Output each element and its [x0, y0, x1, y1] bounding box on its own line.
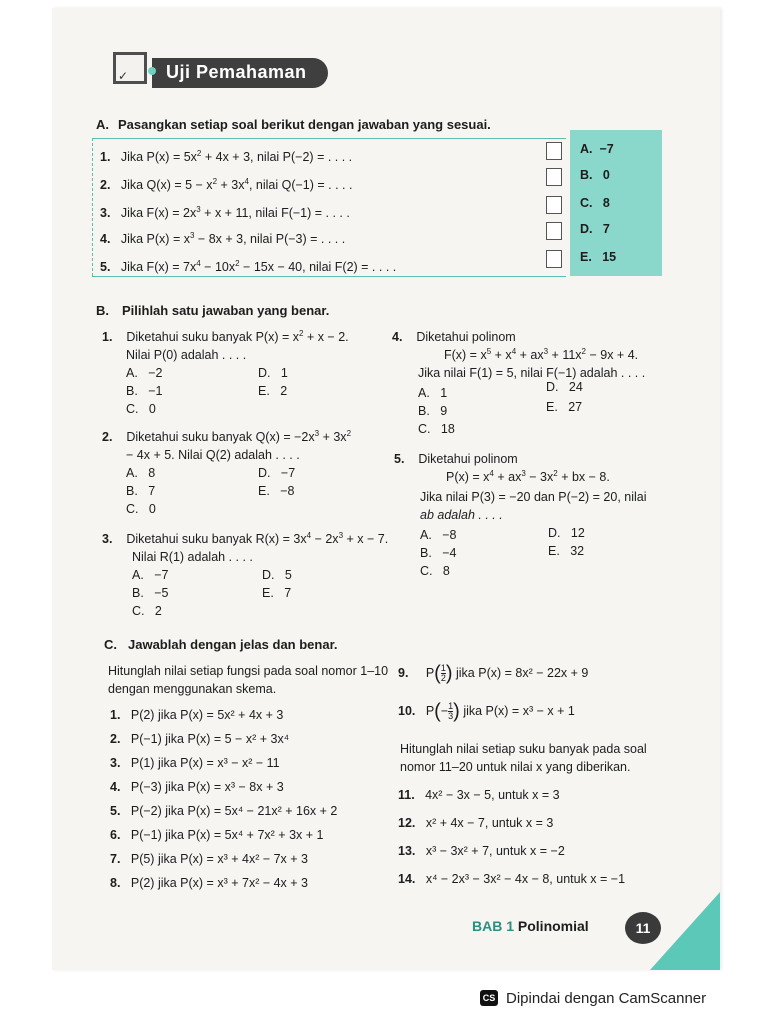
c-q-text: jika P(x) = 8x² − 22x + 9 — [456, 665, 589, 680]
b-q4-opt-d[interactable] — [546, 380, 583, 394]
answer-letter: D. — [580, 222, 593, 236]
b-q2-line1: 2. Diketahui suku banyak $Q(x) = -2x^3 + 3x^2$ — [102, 429, 352, 444]
opt-letter: E. — [258, 384, 270, 398]
opt-value: 8 — [442, 564, 450, 578]
b-q4-line2: $F(x) = x^5 + x^4 + ax^3 + 11x^2 - 9x + 4$. — [444, 347, 639, 362]
opt-value: 27 — [568, 400, 583, 414]
c-item-text: x³ − 3x² + 7, untuk x = −2 — [425, 844, 565, 858]
opt-value: −7 — [154, 568, 169, 582]
a-item-text: Jika P(x) = x — [120, 232, 190, 246]
chapter-label — [472, 918, 589, 934]
c-item-text: P(5) jika P(x) = x³ + 4x² − 7x + 3 — [130, 852, 309, 866]
c-item-num: 13. — [398, 844, 416, 858]
answer-letter: A. — [580, 142, 593, 156]
opt-letter: B. — [132, 586, 144, 600]
opt-value: 5 — [284, 568, 292, 582]
frac-numerator: 1 — [440, 663, 446, 673]
a-item-2: 2. Jika $Q(x) = 5 - x^2 + 3x^4$, nilai Q(−1) = . . . . — [100, 177, 353, 192]
c-q-func: P — [425, 665, 435, 680]
c-item-num: 12. — [398, 816, 416, 830]
opt-letter: E. — [262, 586, 274, 600]
section-title — [152, 58, 328, 88]
answer-c — [580, 196, 610, 210]
opt-letter: A. — [126, 466, 138, 480]
c-item — [110, 828, 323, 842]
opt-value: 18 — [440, 422, 455, 436]
b-q-num: 3. — [102, 532, 113, 546]
b-q2-opt-b[interactable] — [126, 484, 155, 498]
opt-value: −5 — [154, 586, 169, 600]
c-item-num: 6. — [110, 828, 121, 842]
b-q5-line3: Jika nilai P(3) = −20 dan P(−2) = 20, nilai — [420, 490, 647, 504]
b-q-text: + ax — [497, 470, 522, 484]
c-item-num: 7. — [110, 852, 121, 866]
opt-letter: C. — [418, 422, 431, 436]
b-q-text: + x − 7. — [346, 532, 389, 546]
opt-letter: B. — [418, 404, 430, 418]
opt-letter: D. — [258, 466, 271, 480]
b-q4-line3: Jika nilai F(1) = 5, nilai F(−1) adalah . . . . — [418, 366, 646, 380]
b-q2-opt-d[interactable] — [258, 466, 295, 480]
opt-value: 2 — [280, 384, 288, 398]
b-q2-opt-c[interactable] — [126, 502, 156, 516]
b-q-text: + 3x — [322, 430, 347, 444]
frac-denominator: 3 — [448, 711, 454, 721]
a-item-tail: − 8x + 3, nilai P(−3) = . . . . — [197, 232, 346, 246]
section-c-letter: C. — [104, 637, 117, 652]
c-item-num: 3. — [110, 756, 121, 770]
answer-value: −7 — [599, 142, 614, 156]
answer-value: 0 — [602, 168, 610, 182]
c-item-text: P(2) jika P(x) = x³ + 7x² − 4x + 3 — [130, 876, 309, 890]
answer-value: 15 — [602, 250, 617, 264]
opt-value: 0 — [148, 502, 156, 516]
c-item-num: 8. — [110, 876, 121, 890]
b-q-text: F(x) = x — [444, 348, 487, 362]
b-q3-line1: 3. Diketahui suku banyak $R(x) = 3x^4 - 2x^3 + x - 7$. — [102, 531, 389, 546]
section-c-heading: Jawablah dengan jelas dan benar. — [128, 637, 338, 652]
opt-letter: A. — [418, 386, 430, 400]
opt-value: −4 — [442, 546, 457, 560]
c-item-text: x² + 4x − 7, untuk x = 3 — [425, 816, 554, 830]
opt-letter: E. — [548, 544, 560, 558]
opt-letter: D. — [258, 366, 271, 380]
b-q-num: 4. — [392, 330, 403, 344]
b-q1-opt-d[interactable] — [258, 366, 288, 380]
a-item-num: 4. — [100, 232, 111, 246]
b-q5-opt-b[interactable] — [420, 546, 457, 560]
b-q2-opt-a[interactable] — [126, 466, 155, 480]
opt-letter: B. — [126, 484, 138, 498]
c-item — [398, 844, 565, 858]
opt-value: −8 — [280, 484, 295, 498]
answer-b — [580, 168, 610, 182]
opt-letter: C. — [420, 564, 433, 578]
match-box-2[interactable] — [546, 168, 562, 186]
answer-d — [580, 222, 610, 236]
answer-letter: C. — [580, 196, 593, 210]
match-box-1[interactable] — [546, 142, 562, 160]
a-item-text: Jika Q(x) = 5 − x — [120, 178, 213, 192]
b-q5-line2: $P(x) = x^4 + ax^3 - 3x^2$ + bx − 8. — [446, 469, 610, 484]
opt-value: −7 — [280, 466, 296, 480]
c-item — [110, 708, 283, 722]
checkbox-icon: ✓ — [113, 52, 147, 84]
opt-letter: D. — [546, 380, 559, 394]
b-q1-line1: 1. Diketahui suku banyak $P(x) = x^2 + x - 2$. — [102, 329, 349, 344]
b-q-text: − 2x — [314, 532, 339, 546]
frac-sign: − — [440, 703, 449, 718]
b-q-text: Diketahui suku banyak P(x) = x — [126, 330, 299, 344]
c-q10: 10. P(− $\frac{1}{3}$ ) jika P(x) = x³ − x + 1 — [398, 700, 575, 723]
opt-value: −2 — [148, 366, 163, 380]
c-item-text: x⁴ − 2x³ − 3x² − 4x − 8, untuk x = −1 — [425, 872, 626, 886]
c-intro-2: dengan menggunakan skema. — [108, 682, 277, 696]
answer-letter: B. — [580, 168, 593, 182]
c-item-text: P(−1) jika P(x) = 5 − x² + 3x⁴ — [130, 732, 290, 746]
opt-value: 32 — [570, 544, 585, 558]
b-q2-opt-e[interactable] — [258, 484, 295, 498]
a-item-tail: + 4x + 3, nilai P(−2) = . . . . — [204, 150, 353, 164]
b-q5-opt-a[interactable] — [420, 528, 457, 542]
opt-value: 12 — [570, 526, 585, 540]
opt-value: 7 — [284, 586, 292, 600]
scanner-watermark — [480, 986, 706, 1010]
a-item-num: 5. — [100, 260, 111, 274]
c-q-num: 9. — [398, 665, 409, 680]
b-q-text: Diketahui polinom — [418, 452, 518, 466]
b-q-text: + ax — [519, 348, 544, 362]
b-q3-line2: Nilai R(1) adalah . . . . — [132, 550, 253, 564]
b-q-text: − 3x — [529, 470, 554, 484]
opt-value: −8 — [442, 528, 457, 542]
c-item-num: 1. — [110, 708, 121, 722]
section-a-left-rule — [92, 138, 93, 276]
match-box-4[interactable] — [546, 222, 562, 240]
camscanner-logo-icon: CS — [480, 990, 498, 1006]
frac-denominator: 2 — [440, 673, 446, 683]
a-item-num: 1. — [100, 150, 111, 164]
b-q1-opt-a[interactable] — [126, 366, 163, 380]
a-item-4: 4. Jika $P(x) = x^3 - 8x + 3$, nilai P(−3) = . . . . — [100, 231, 346, 246]
a-item-3: 3. Jika $F(x) = 2x^3 + x + 11$, nilai F(−1) = . . . . — [100, 205, 350, 220]
c-item — [398, 872, 625, 886]
answer-letter: E. — [580, 250, 592, 264]
c-item-num: 4. — [110, 780, 121, 794]
opt-letter: A. — [132, 568, 144, 582]
b-q5-opt-c[interactable] — [420, 564, 450, 578]
b-q-text: Diketahui suku banyak R(x) = 3x — [126, 532, 307, 546]
opt-value: 1 — [440, 386, 448, 400]
c-item-text: P(−3) jika P(x) = x³ − 8x + 3 — [130, 780, 284, 794]
b-q-text: + 11x — [551, 348, 582, 362]
c-item-text: P(2) jika P(x) = 5x² + 4x + 3 — [130, 708, 284, 722]
c-item — [110, 756, 280, 770]
b-q2-line2: − 4x + 5. Nilai Q(2) adalah . . . . — [126, 448, 300, 462]
a-item-1: 1. Jika $P(x) = 5x^2 + 4x + 3$, nilai P(−2) = . . . . — [100, 149, 353, 164]
c-intro-3: Hitunglah nilai setiap suku banyak pada soal — [400, 742, 647, 756]
opt-letter: C. — [126, 502, 139, 516]
b-q3-opt-b[interactable] — [132, 586, 169, 600]
c-item — [110, 804, 337, 818]
opt-letter: B. — [420, 546, 432, 560]
a-item-text: Jika F(x) = 7x — [120, 260, 197, 274]
c-q-func: P — [425, 703, 435, 718]
answer-e — [580, 250, 616, 264]
match-box-5[interactable] — [546, 250, 562, 268]
b-q-text: − 9x + 4. — [589, 348, 639, 362]
a-item-tail2: , nilai Q(−1) = . . . . — [248, 178, 353, 192]
b-q1-opt-e[interactable] — [258, 384, 287, 398]
opt-value: −1 — [148, 384, 163, 398]
b-q5-line4: ab adalah . . . . — [420, 508, 503, 522]
opt-letter: E. — [546, 400, 558, 414]
section-b-letter: B. — [96, 303, 109, 318]
opt-letter: C. — [132, 604, 145, 618]
b-q-num: 2. — [102, 430, 113, 444]
b-q-text: Diketahui suku banyak Q(x) = −2x — [126, 430, 315, 444]
b-q-text: P(x) = x — [446, 470, 490, 484]
answer-value: 7 — [602, 222, 610, 236]
c-q-text: jika P(x) = x³ − x + 1 — [463, 703, 575, 718]
opt-value: 7 — [148, 484, 156, 498]
opt-letter: D. — [548, 526, 561, 540]
a-item-tail: − 10x — [204, 260, 236, 274]
opt-letter: C. — [126, 402, 139, 416]
b-q3-opt-a[interactable] — [132, 568, 169, 582]
b-q4-opt-a[interactable] — [418, 386, 447, 400]
a-item-text: Jika F(x) = 2x — [120, 206, 197, 220]
c-item-num: 5. — [110, 804, 121, 818]
section-a-bottom-rule — [92, 276, 566, 277]
c-item-num: 14. — [398, 872, 416, 886]
a-item-num: 2. — [100, 178, 111, 192]
section-a-top-rule — [92, 138, 566, 139]
opt-value: 0 — [148, 402, 156, 416]
b-q5-line1 — [394, 452, 518, 466]
answer-a — [580, 142, 614, 156]
b-q1-line2: Nilai P(0) adalah . . . . — [126, 348, 247, 362]
a-item-text: Jika P(x) = 5x — [120, 150, 197, 164]
opt-value: 2 — [154, 604, 162, 618]
b-q4-line1 — [392, 330, 516, 344]
b-q-text: Diketahui polinom — [416, 330, 516, 344]
c-item-num: 11. — [398, 788, 415, 802]
b-q1-opt-c[interactable] — [126, 402, 156, 416]
scanner-text: Dipindai dengan CamScanner — [506, 989, 707, 1007]
opt-letter: D. — [262, 568, 275, 582]
opt-letter: B. — [126, 384, 138, 398]
c-intro-4: nomor 11–20 untuk nilai x yang diberikan. — [400, 760, 631, 774]
b-q3-opt-d[interactable] — [262, 568, 292, 582]
c-item-text: 4x² − 3x − 5, untuk x = 3 — [425, 788, 560, 802]
b-q-text: + bx − 8. — [561, 470, 610, 484]
opt-value: 8 — [148, 466, 156, 480]
b-q4-opt-c[interactable] — [418, 422, 455, 436]
b-q4-opt-e[interactable] — [546, 400, 582, 414]
b-q1-opt-b[interactable] — [126, 384, 163, 398]
c-item-num: 2. — [110, 732, 121, 746]
chapter-title: Polinomial — [517, 918, 589, 934]
section-title-text: Uji Pemahaman — [166, 62, 307, 82]
section-b-heading: Pilihlah satu jawaban yang benar. — [122, 303, 330, 318]
a-item-tail2: − 15x − 40, nilai F(2) = . . . . — [243, 260, 397, 274]
b-q3-opt-c[interactable] — [132, 604, 162, 618]
c-item — [398, 816, 553, 830]
section-a-heading: Pasangkan setiap soal berikut dengan jawaban yang sesuai. — [118, 117, 491, 132]
frac-numerator: 1 — [448, 701, 454, 711]
c-item — [110, 876, 308, 890]
section-a-letter: A. — [96, 117, 109, 132]
c-item-text: P(−1) jika P(x) = 5x⁴ + 7x² + 3x + 1 — [130, 828, 324, 842]
a-item-5: 5. Jika $F(x) = 7x^4 - 10x^2 - 15x - 40$, nilai F(2) = . . . . — [100, 259, 397, 274]
opt-value: 1 — [280, 366, 288, 380]
opt-letter: A. — [420, 528, 432, 542]
c-item — [110, 852, 308, 866]
a-item-tail: + 3x — [220, 178, 245, 192]
b-q5-opt-e[interactable] — [548, 544, 584, 558]
b-q5-opt-d[interactable] — [548, 526, 585, 540]
c-q-num: 10. — [398, 703, 416, 718]
c-item — [398, 788, 560, 802]
c-q9: 9. P( $\frac{1}{2}$ ) jika P(x) = 8x² − 22x + 9 — [398, 662, 589, 685]
a-item-num: 3. — [100, 206, 111, 220]
opt-letter: E. — [258, 484, 270, 498]
b-q3-opt-e[interactable] — [262, 586, 291, 600]
c-item-text: P(1) jika P(x) = x³ − x² − 11 — [130, 756, 280, 770]
c-item — [110, 732, 289, 746]
opt-value: 9 — [440, 404, 448, 418]
chapter-number: BAB 1 — [472, 918, 515, 934]
opt-value: 24 — [568, 380, 583, 394]
c-intro-1: Hitunglah nilai setiap fungsi pada soal nomor 1–10 — [108, 664, 389, 678]
b-q-num: 5. — [394, 452, 405, 466]
b-q-text: + x − 2. — [306, 330, 349, 344]
opt-letter: A. — [126, 366, 138, 380]
c-item-text: P(−2) jika P(x) = 5x⁴ − 21x² + 16x + 2 — [130, 804, 338, 818]
page-number: 11 — [625, 912, 661, 944]
a-item-tail: + x + 11, nilai F(−1) = . . . . — [204, 206, 350, 220]
c-item — [110, 780, 284, 794]
b-q-num: 1. — [102, 330, 113, 344]
match-box-3[interactable] — [546, 196, 562, 214]
answer-value: 8 — [602, 196, 610, 210]
b-q4-opt-b[interactable] — [418, 404, 447, 418]
b-q-text: + x — [494, 348, 512, 362]
